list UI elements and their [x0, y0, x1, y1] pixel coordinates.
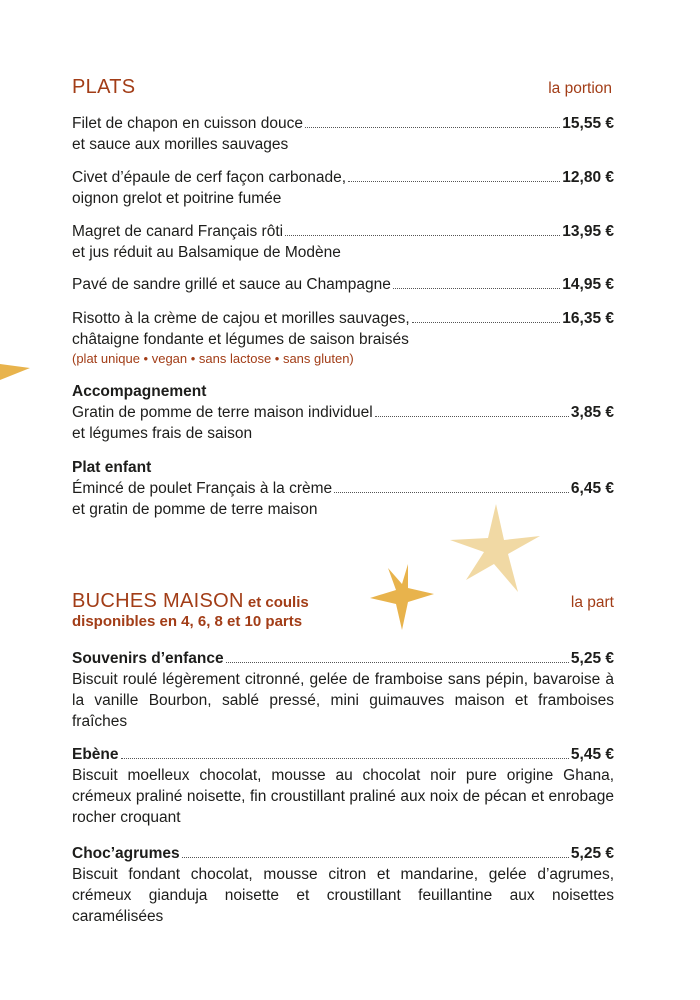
item-desc: et sauce aux morilles sauvages	[72, 136, 289, 153]
plats-item	[72, 221, 614, 263]
item-name: Risotto à la crème de cajou et morilles sauvages,	[72, 310, 410, 327]
item-price: 15,55 €	[562, 115, 614, 132]
plats-item	[72, 308, 614, 368]
item-desc: et gratin de pomme de terre maison	[72, 501, 318, 518]
plats-title: PLATS	[72, 76, 136, 98]
plats-unit: la portion	[548, 80, 612, 97]
item-name: Ebène	[72, 746, 119, 763]
item-name: Souvenirs d’enfance	[72, 650, 224, 667]
buche-item	[72, 744, 614, 828]
item-price: 6,45 €	[570, 480, 614, 497]
item-name: Civet d’épaule de cerf façon carbonade,	[72, 169, 347, 186]
accompagnement-heading: Accompagnement	[72, 383, 207, 400]
buche-item	[72, 843, 614, 927]
item-price: 5,25 €	[570, 845, 614, 862]
item-name: Filet de chapon en cuisson douce	[72, 115, 303, 132]
item-name: Émincé de poulet Français à la crème	[72, 480, 333, 497]
plat-enfant-heading: Plat enfant	[72, 459, 152, 476]
plats-item	[72, 113, 614, 155]
item-price: 5,45 €	[570, 746, 614, 763]
item-dietary-note: (plat unique • vegan • sans lactose • sans gluten)	[72, 351, 354, 366]
accompagnement-item	[72, 381, 614, 444]
buches-title-suffix: et coulis	[243, 594, 309, 611]
item-name: Pavé de sandre grillé et sauce au Champagne	[72, 276, 391, 293]
buches-header	[72, 590, 614, 630]
item-desc: Biscuit roulé légèrement citronné, gelée de framboise sans pépin, bavaroise à la vanille Bourbon, sablé pressé, mini guimauves maison et framboises fraîches	[72, 671, 614, 730]
item-price: 13,95 €	[562, 223, 614, 240]
plats-header	[72, 76, 614, 99]
item-desc: Biscuit moelleux chocolat, mousse au chocolat noir pure origine Ghana, crémeux praliné noisette, fin croustillant praliné aux noix de pécan et enrobage rocher croquant	[72, 767, 614, 826]
item-price: 5,25 €	[570, 650, 614, 667]
plats-item	[72, 167, 614, 209]
buches-subtitle: disponibles en 4, 6, 8 et 10 parts	[72, 613, 303, 630]
item-price: 14,95 €	[562, 276, 614, 293]
item-name: Gratin de pomme de terre maison individuel	[72, 404, 373, 421]
plat-enfant-item	[72, 457, 614, 520]
item-price: 3,85 €	[570, 404, 614, 421]
buches-unit: la part	[570, 594, 614, 611]
item-price: 16,35 €	[562, 310, 614, 327]
item-desc: Biscuit fondant chocolat, mousse citron et mandarine, gelée d’agrumes, crémeux gianduja noisette et croustillant feuillantine aux noisettes caramélisées	[72, 866, 614, 925]
buches-title: BUCHES MAISON	[72, 590, 244, 612]
item-name: Choc’agrumes	[72, 845, 180, 862]
item-name: Magret de canard Français rôti	[72, 223, 284, 240]
item-desc: châtaigne fondante et légumes de saison braisés	[72, 331, 409, 348]
item-desc: et jus réduit au Balsamique de Modène	[72, 244, 341, 261]
plats-item	[72, 274, 614, 295]
item-desc: oignon grelot et poitrine fumée	[72, 190, 282, 207]
item-desc: et légumes frais de saison	[72, 425, 253, 442]
star-left-edge-icon	[0, 360, 32, 384]
buche-item	[72, 648, 614, 732]
item-price: 12,80 €	[562, 169, 614, 186]
